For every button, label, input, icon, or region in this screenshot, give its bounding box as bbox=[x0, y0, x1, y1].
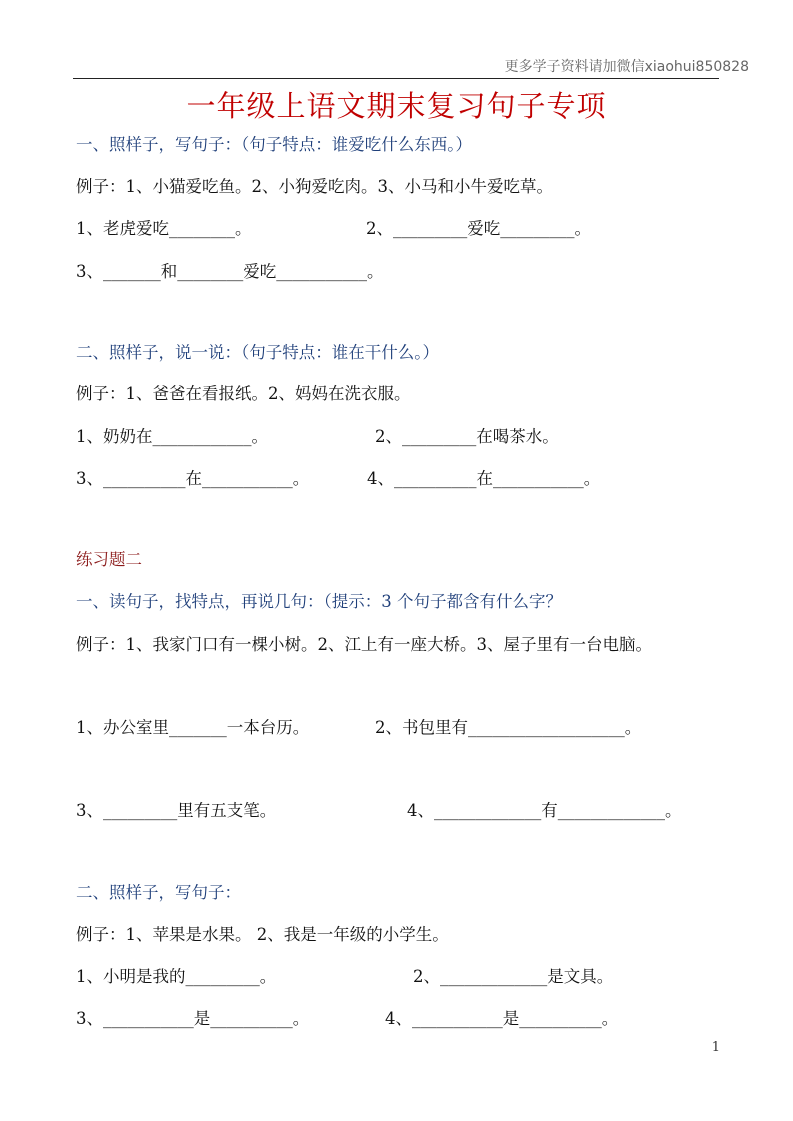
example-4: 例子：1、苹果是水果。 2、我是一年级的小学生。 bbox=[76, 925, 449, 944]
question-3-4: 4、_____________有_____________。 bbox=[407, 801, 682, 820]
question-1-2: 2、_________爱吃_________。 bbox=[366, 219, 591, 238]
page-number: 1 bbox=[711, 1040, 720, 1055]
example-2: 例子：1、爸爸在看报纸。2、妈妈在洗衣服。 bbox=[76, 384, 411, 403]
question-1-1: 1、老虎爱吃________。 bbox=[76, 219, 252, 238]
header-rule bbox=[73, 78, 719, 79]
example-1: 例子：1、小猫爱吃鱼。2、小狗爱吃肉。3、小马和小牛爱吃草。 bbox=[76, 177, 553, 196]
section-heading-2: 二、照样子，说一说：（句子特点：谁在干什么。） bbox=[76, 343, 439, 362]
question-4-2: 2、_____________是文具。 bbox=[413, 967, 614, 986]
exercise-two-label: 练习题二 bbox=[76, 550, 142, 569]
section-heading-4: 二、照样子，写句子： bbox=[76, 883, 241, 902]
example-3: 例子：1、我家门口有一棵小树。2、江上有一座大桥。3、屋子里有一台电脑。 bbox=[76, 635, 652, 654]
question-3-3: 3、_________里有五支笔。 bbox=[76, 801, 277, 820]
section-heading-3: 一、读句子，找特点，再说几句：（提示：3 个句子都含有什么字？ bbox=[76, 592, 562, 611]
section-heading-1: 一、照样子，写句子：（句子特点：谁爱吃什么东西。） bbox=[76, 135, 472, 154]
question-2-4: 4、__________在___________。 bbox=[367, 469, 601, 488]
question-1-3: 3、_______和________爱吃___________。 bbox=[76, 262, 384, 281]
question-4-1: 1、小明是我的_________。 bbox=[76, 967, 277, 986]
question-3-1: 1、办公室里_______一本台历。 bbox=[76, 718, 310, 737]
question-4-3: 3、___________是__________。 bbox=[76, 1009, 310, 1028]
question-2-1: 1、奶奶在____________。 bbox=[76, 427, 268, 446]
question-4-4: 4、___________是__________。 bbox=[385, 1009, 619, 1028]
page-title: 一年级上语文期末复习句子专项 bbox=[186, 89, 607, 123]
header-note: 更多学子资料请加微信xiaohui850828 bbox=[504, 59, 749, 75]
question-2-3: 3、__________在___________。 bbox=[76, 469, 310, 488]
question-3-2: 2、书包里有___________________。 bbox=[375, 718, 642, 737]
question-2-2: 2、_________在喝茶水。 bbox=[375, 427, 559, 446]
